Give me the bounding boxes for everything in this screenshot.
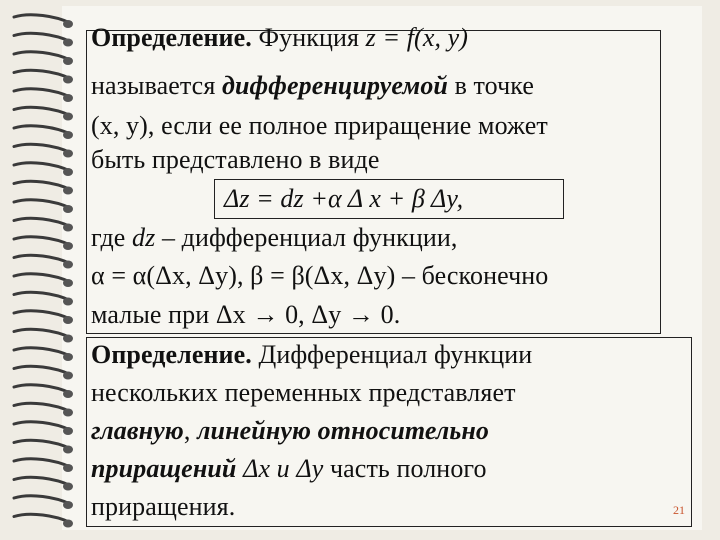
- binding-ring: [14, 348, 70, 356]
- binding-hole: [63, 372, 73, 380]
- def2-heading: Определение.: [91, 340, 252, 369]
- binding-hole: [63, 39, 73, 47]
- binding-ring: [14, 496, 70, 504]
- def2-line-1: [91, 337, 532, 373]
- def1-heading: Определение.: [91, 23, 252, 52]
- function-formula: z = f(x, y): [365, 23, 469, 52]
- binding-hole: [63, 20, 73, 28]
- binding-ring: [14, 70, 70, 78]
- binding-hole: [63, 409, 73, 417]
- binding-ring: [14, 274, 70, 282]
- binding-ring: [14, 366, 70, 374]
- binding-hole: [63, 501, 73, 509]
- binding-hole: [63, 131, 73, 139]
- binding-ring: [14, 459, 70, 467]
- binding-ring: [14, 200, 70, 208]
- def1-line-2: [91, 68, 534, 104]
- def2-line-1-post: Дифференциал функции: [251, 340, 533, 369]
- binding-hole: [63, 57, 73, 65]
- def1-line-8: малые при Δx → 0, Δy → 0.: [91, 300, 401, 329]
- page-number: 21: [673, 503, 685, 517]
- binding-hole: [63, 520, 73, 528]
- binding-ring: [14, 311, 70, 319]
- binding-hole: [63, 224, 73, 232]
- binding-hole: [63, 150, 73, 158]
- binding-ring: [14, 181, 70, 189]
- binding-ring: [14, 107, 70, 115]
- spiral-binding: [0, 0, 80, 540]
- binding-ring: [14, 237, 70, 245]
- binding-hole: [63, 168, 73, 176]
- binding-ring: [14, 292, 70, 300]
- def1-line-6-pre: где: [91, 223, 133, 252]
- binding-hole: [63, 76, 73, 84]
- binding-ring: [14, 218, 70, 226]
- def1-line-3: (x, y), если ее полное приращение может: [91, 111, 548, 140]
- binding-hole: [63, 390, 73, 398]
- term-linear: линейную относительно: [197, 416, 489, 445]
- binding-ring: [14, 403, 70, 411]
- binding-hole: [63, 242, 73, 250]
- binding-hole: [63, 279, 73, 287]
- def2-line-5: приращения.: [91, 492, 236, 521]
- binding-ring: [14, 385, 70, 393]
- binding-ring: [14, 126, 70, 134]
- binding-ring: [14, 144, 70, 152]
- def1-line-1: [91, 20, 468, 56]
- binding-ring: [14, 422, 70, 430]
- binding-ring: [14, 514, 70, 522]
- binding-hole: [63, 353, 73, 361]
- binding-hole: [63, 446, 73, 454]
- def1-line-7: α = α(Δx, Δy), β = β(Δx, Δy) – бесконечно: [91, 261, 549, 290]
- binding-hole: [63, 187, 73, 195]
- total-increment-formula: Δz = dz +α Δ x + β Δy,: [224, 184, 464, 213]
- binding-hole: [63, 205, 73, 213]
- binding-hole: [63, 464, 73, 472]
- def2-line-4: [91, 451, 487, 487]
- binding-ring: [14, 255, 70, 263]
- binding-ring: [14, 33, 70, 41]
- def1-line-6-post: – дифференциал функции,: [155, 223, 458, 252]
- def2-line-3: [91, 413, 489, 449]
- binding-hole: [63, 483, 73, 491]
- binding-hole: [63, 335, 73, 343]
- def1-line-4: быть представлено в виде: [91, 145, 380, 174]
- term-differentiable: дифференцируемой: [222, 71, 448, 100]
- binding-hole: [63, 427, 73, 435]
- def2-line-2: нескольких переменных представляет: [91, 378, 516, 407]
- term-increments: приращений: [91, 454, 237, 483]
- binding-ring: [14, 477, 70, 485]
- def2-line-4-post: часть полного: [329, 454, 487, 483]
- binding-ring: [14, 163, 70, 171]
- def1-line-2-post: в точке: [447, 71, 535, 100]
- def1-line-1-text: Функция: [251, 23, 366, 52]
- binding-hole: [63, 261, 73, 269]
- term-main: главную: [91, 416, 184, 445]
- binding-hole: [63, 316, 73, 324]
- binding-ring: [14, 329, 70, 337]
- binding-hole: [63, 113, 73, 121]
- binding-ring: [14, 15, 70, 23]
- binding-ring: [14, 52, 70, 60]
- binding-ring: [14, 89, 70, 97]
- def1-line-2-pre: называется: [91, 71, 222, 100]
- binding-ring: [14, 440, 70, 448]
- binding-hole: [63, 298, 73, 306]
- increments-vars: Δx и Δy: [236, 454, 330, 483]
- def2-line-3-sep: ,: [183, 416, 198, 445]
- def1-line-6: [91, 220, 458, 256]
- binding-hole: [63, 94, 73, 102]
- dz-variable: dz: [132, 223, 156, 252]
